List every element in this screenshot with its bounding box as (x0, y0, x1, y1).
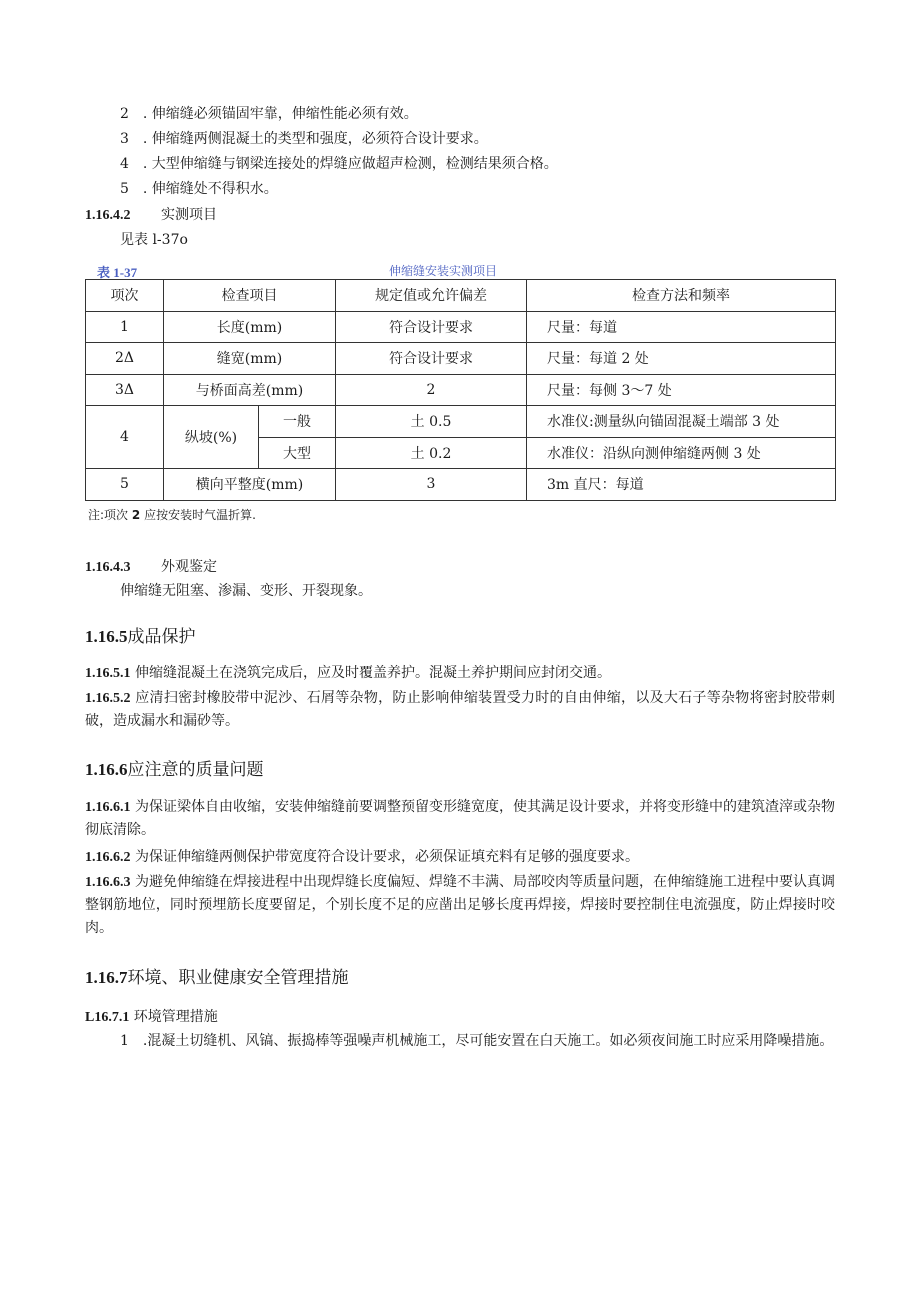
subsection-title: 环境管理措施 (133, 1009, 218, 1025)
table-note-number: 2 (131, 508, 141, 522)
section-number: 1.16.5 (85, 627, 128, 646)
table-row (86, 406, 836, 438)
paragraph-number: 1.16.6.1 (85, 800, 131, 815)
section-number: 1.16.6 (85, 760, 128, 779)
list-item: 4 . 大型伸缩缝与钢梁连接处的焊缝应做超声检测，检测结果须合格。 (120, 156, 558, 172)
section-title: 外观鉴定 (160, 559, 217, 575)
table-cell: 土 0.5 (336, 406, 527, 438)
paragraph: 见表 l-37o (120, 232, 188, 248)
table-cell: 尺量：每道 2 处 (527, 343, 836, 375)
table-cell: 1 (86, 311, 164, 343)
paragraph-text: 应清扫密封橡胶带中泥沙、石屑等杂物，防止影响伸缩装置受力时的自由伸缩，以及大石子等杂物将密封胶带刺破，造成漏水和漏砂等。 (85, 690, 836, 729)
section-number: 1.16.7 (85, 968, 128, 987)
table-row (86, 469, 836, 501)
paragraph-text: 为避免伸缩缝在焊接进程中出现焊缝长度偏短、焊缝不丰满、局部咬肉等质量问题，在伸缩缝施工进程中要认真调整钢筋地位，同时预埋筋长度要留足，个别长度不足的应凿出足够长度再焊接，焊接时要控制住电流强度，防止焊接时咬肉。 (85, 874, 835, 936)
section-title: 应注意的质量问题 (127, 760, 264, 780)
section-title: 成品保护 (127, 627, 196, 647)
table-note-prefix: 注:项次 (88, 508, 129, 522)
section-heading (85, 204, 217, 224)
section-heading (85, 963, 349, 988)
section-title: 实测项目 (160, 207, 217, 223)
section-number: 1.16.4.2 (85, 208, 131, 223)
paragraph (85, 871, 835, 940)
table-cell: 尺量：每道 (527, 311, 836, 343)
table-note (88, 506, 256, 523)
table-cell: 符合设计要求 (336, 311, 527, 343)
table-header-cell: 检查项目 (164, 280, 336, 312)
paragraph: 伸缩缝无阻塞、渗漏、变形、开裂现象。 (120, 583, 372, 599)
table-cell: 5 (86, 469, 164, 501)
section-title: 环境、职业健康安全管理措施 (127, 968, 349, 988)
paragraph-text: 伸缩缝混凝土在浇筑完成后，应及时覆盖养护。混凝土养护期间应封闭交通。 (134, 665, 611, 681)
paragraph (85, 687, 835, 733)
table-row (86, 311, 836, 343)
table-caption-title: 伸缩缝安装实测项目 (389, 264, 498, 278)
paragraph-number: 1.16.5.2 (85, 691, 131, 706)
paragraph-number: 1.16.6.3 (85, 875, 131, 890)
table-cell: 符合设计要求 (336, 343, 527, 375)
inspection-table (85, 279, 836, 501)
table-header-row (86, 280, 836, 312)
table-cell: 纵坡(%) (164, 406, 259, 469)
section-number: 1.16.4.3 (85, 560, 131, 575)
list-item: 3 . 伸缩缝两侧混凝土的类型和强度，必须符合设计要求。 (120, 131, 488, 147)
table-note-suffix: 应按安装时气温折算. (144, 508, 256, 522)
table-cell: 2Δ (86, 343, 164, 375)
table-cell: 缝宽(mm) (164, 343, 336, 375)
section-heading (85, 556, 217, 576)
list-item: 5 . 伸缩缝处不得积水。 (120, 181, 278, 197)
table-cell: 尺量：每侧 3～7 处 (527, 374, 836, 406)
table-header-cell: 项次 (86, 280, 164, 312)
table-cell: 土 0.2 (336, 437, 527, 469)
subsection-heading (85, 1006, 218, 1026)
table-cell: 长度(mm) (164, 311, 336, 343)
table-cell: 3Δ (86, 374, 164, 406)
paragraph (85, 662, 835, 685)
paragraph-text: 为保证梁体自由收缩，安装伸缩缝前要调整预留变形缝宽度，使其满足设计要求，并将变形缝中的建筑渣滓或杂物彻底清除。 (85, 799, 835, 838)
table-cell: 3 (336, 469, 527, 501)
table-caption-number: 表 1-37 (97, 265, 138, 280)
list-item: 2 . 伸缩缝必须锚固牢靠，伸缩性能必须有效。 (120, 106, 418, 122)
paragraph-number: 1.16.6.2 (85, 850, 131, 865)
table-row (86, 374, 836, 406)
table-cell: 水准仪:测量纵向锚固混凝土端部 3 处 (527, 406, 836, 438)
table-cell: 一般 (259, 406, 336, 438)
table-cell: 大型 (259, 437, 336, 469)
table-cell: 2 (336, 374, 527, 406)
subsection-number: L16.7.1 (85, 1010, 130, 1025)
table-cell: 3m 直尺：每道 (527, 469, 836, 501)
table-row (86, 343, 836, 375)
paragraph-text: 为保证伸缩缝两侧保护带宽度符合设计要求，必须保证填充料有足够的强度要求。 (134, 849, 639, 865)
table-header-cell: 规定值或允许偏差 (336, 280, 527, 312)
table-cell: 水准仪：沿纵向测伸缩缝两侧 3 处 (527, 437, 836, 469)
table-cell: 4 (86, 406, 164, 469)
table-cell: 横向平整度(mm) (164, 469, 336, 501)
paragraph: 1 .混凝土切缝机、风镐、振捣棒等强噪声机械施工，尽可能安置在白天施工。如必须夜间施工时应采用降噪措施。 (120, 1033, 834, 1049)
paragraph (85, 796, 835, 842)
table-cell: 与桥面高差(mm) (164, 374, 336, 406)
table-header-cell: 检查方法和频率 (527, 280, 836, 312)
paragraph (85, 846, 835, 869)
paragraph-number: 1.16.5.1 (85, 666, 131, 681)
section-heading (85, 622, 196, 647)
section-heading (85, 755, 264, 780)
